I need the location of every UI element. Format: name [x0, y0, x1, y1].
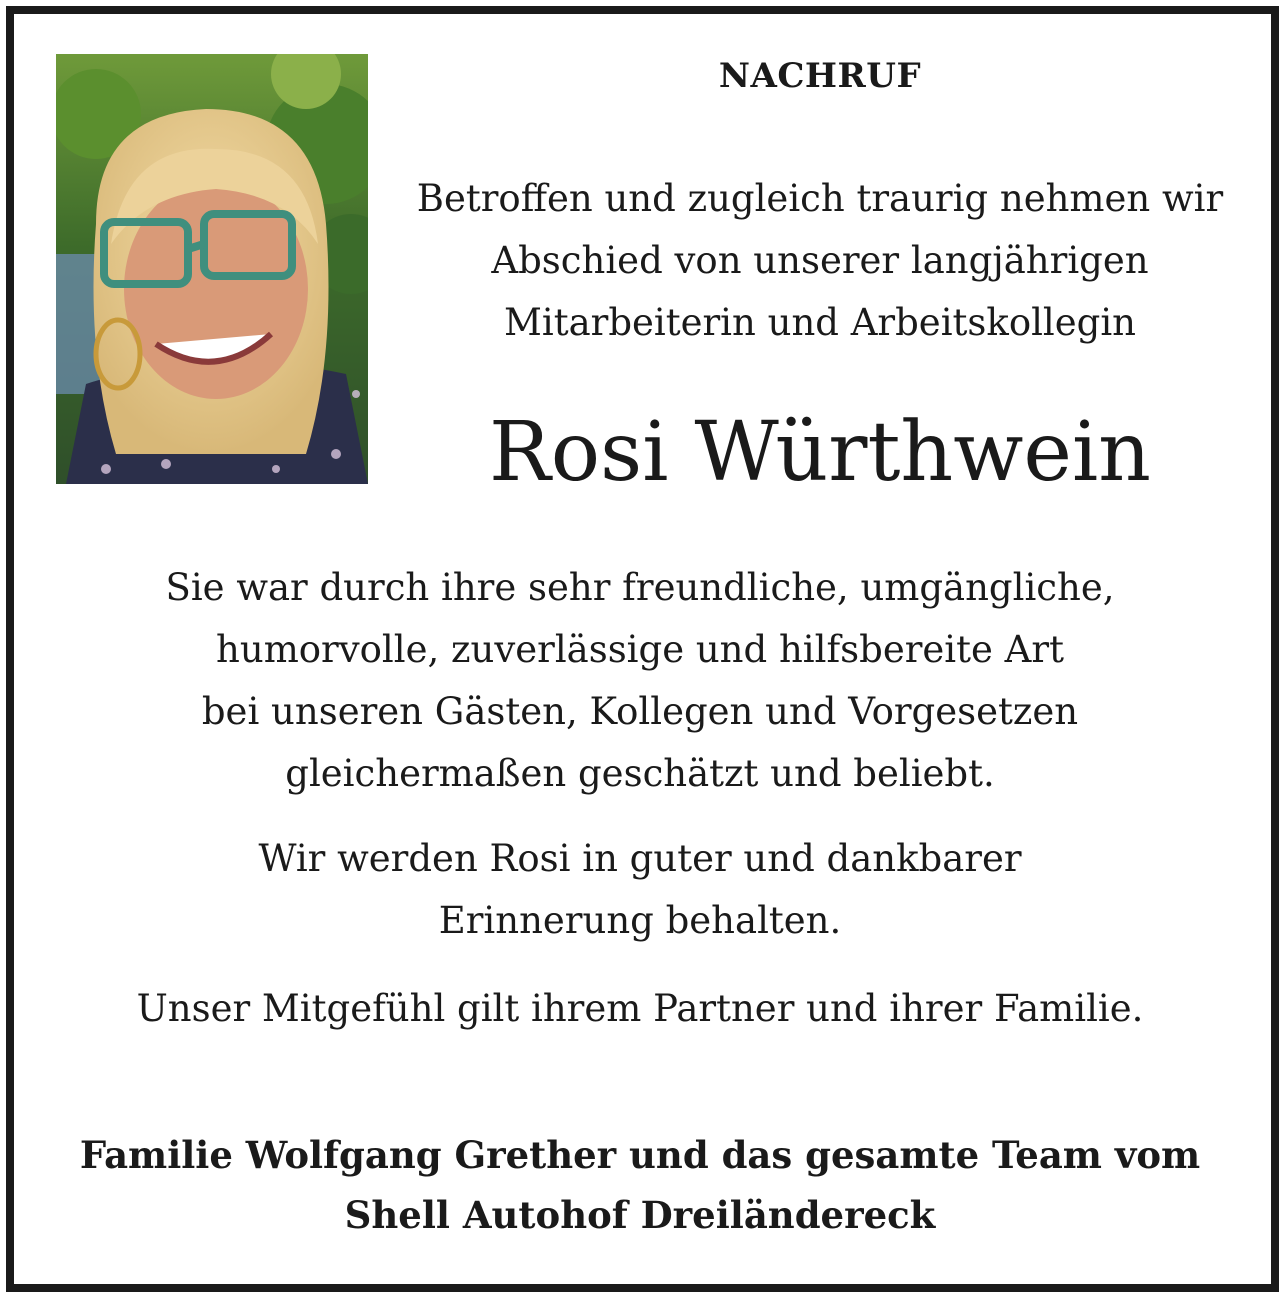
condolence-paragraph: [40, 978, 1240, 1040]
portrait-photo: [56, 54, 368, 484]
intro-line: Betroffen und zugleich traurig nehmen wir: [416, 177, 1224, 220]
deceased-name: Rosi Würthwein: [489, 405, 1151, 500]
intro-line: Abschied von unserer langjährigen: [491, 239, 1149, 282]
intro-text: [390, 168, 1250, 354]
remembrance-paragraph: [40, 828, 1240, 952]
tribute-line: gleichermaßen geschätzt und beliebt.: [285, 752, 995, 795]
intro-line: Mitarbeiterin und Arbeitskollegin: [503, 301, 1137, 344]
remembrance-line: Erinnerung behalten.: [438, 899, 842, 942]
signature-line: Shell Autohof Dreiländereck: [344, 1193, 936, 1237]
condolence-line: Unser Mitgefühl gilt ihrem Partner und ihrer Familie.: [136, 987, 1144, 1030]
notice-heading: NACHRUF: [718, 56, 922, 96]
remembrance-line: Wir werden Rosi in guter und dankbarer: [258, 837, 1022, 880]
tribute-line: Sie war durch ihre sehr freundliche, umgängliche,: [165, 566, 1115, 609]
tribute-paragraph: [40, 557, 1240, 805]
tribute-line: bei unseren Gästen, Kollegen und Vorgesetzen: [201, 690, 1079, 733]
signature-line: Familie Wolfgang Grether und das gesamte Team vom: [79, 1133, 1201, 1177]
tribute-line: humorvolle, zuverlässige und hilfsbereite Art: [216, 628, 1064, 671]
signature: [40, 1125, 1240, 1245]
